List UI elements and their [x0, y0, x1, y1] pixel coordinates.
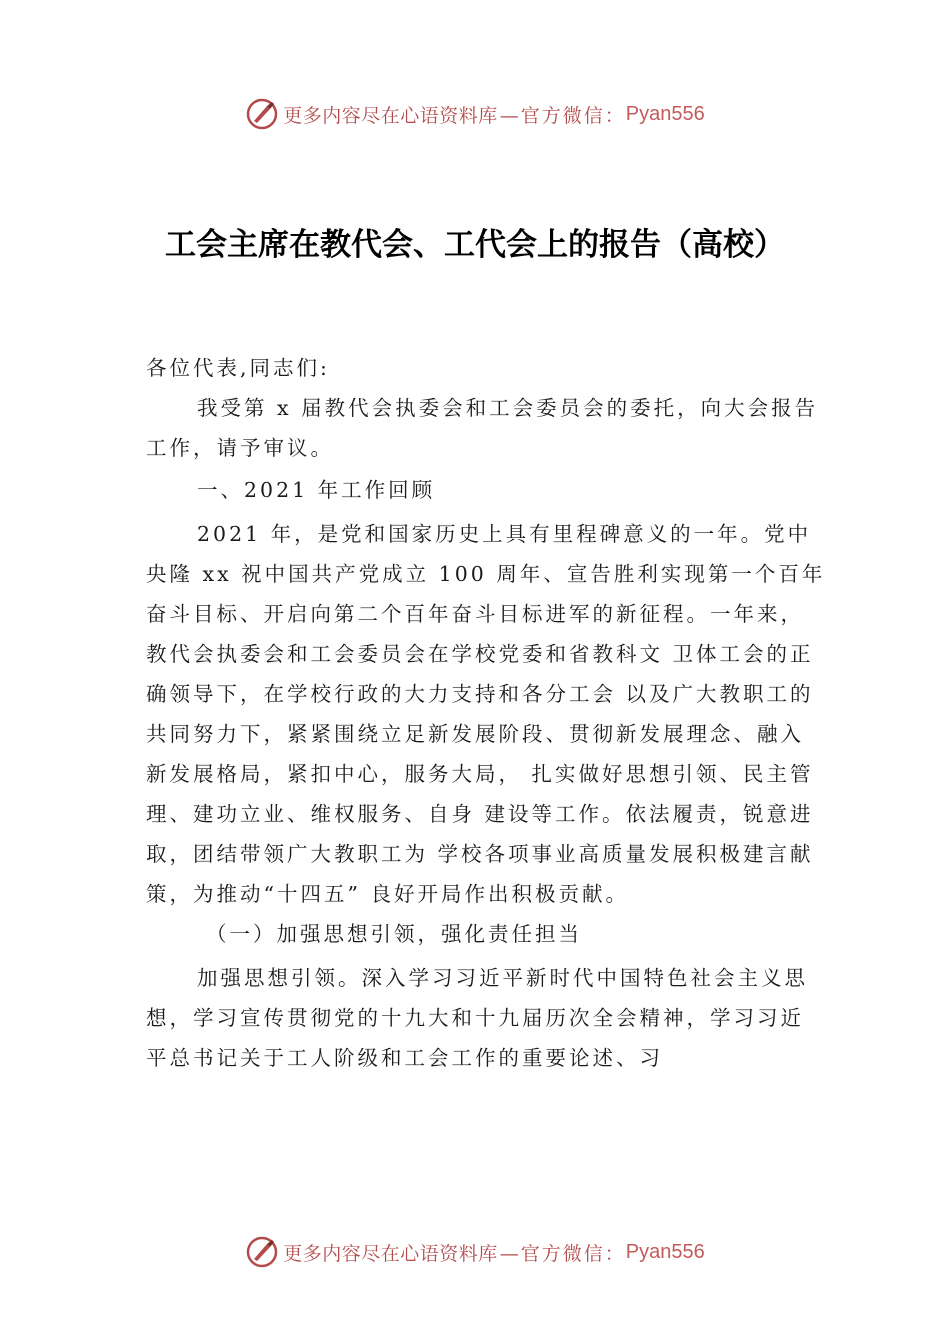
- brush-logo-icon: [245, 1235, 279, 1269]
- document-body: [146, 348, 826, 1078]
- document-title: 工会主席在教代会、工代会上的报告（高校）: [165, 227, 785, 263]
- watermark-id: Pyan556: [625, 102, 705, 125]
- brush-logo-icon: [245, 97, 279, 131]
- salutation: 各位代表,同志们:: [146, 356, 330, 380]
- paragraph: 加强思想引领。深入学习习近平新时代中国特色社会主义思想，学习宣传贯彻党的十九大和十九届历次全会精神，学习习近平总书记关于工人阶级和工会工作的重要论述、习: [146, 966, 808, 1070]
- header-watermark: [0, 94, 950, 134]
- paragraph: 我受第 x 届教代会执委会和工会委员会的委托，向大会报告工作，请予审议。: [146, 396, 819, 460]
- watermark-text: 更多内容尽在心语资料库: [283, 104, 498, 127]
- footer-watermark: [0, 1232, 950, 1272]
- watermark-text: 更多内容尽在心语资料库: [283, 1242, 498, 1265]
- watermark-sub: —官方微信：: [499, 104, 626, 127]
- paragraph: 2021 年，是党和国家历史上具有里程碑意义的一年。党中央隆 xx 祝中国共产党成立 100 周年、宣告胜利实现第一个百年奋斗目标、开启向第二个百年奋斗目标进军的新征程。一年来，教代会执委会和工会委员会在学校党委和省教科文 卫体工会的正确领导下，在学校行政的大力支持和各分工会 以及广大教职工的共同努力下，紧紧围绕立足新发展阶段、贯彻新发展理念、融入新发展格局，紧扣中心，服务大局， 扎实做好思想引领、民主管理、建功立业、维权服务、自身 建设等工作。依法履责，锐意进取，团结带领广大教职工为 学校各项事业高质量发展积极建言献策，为推动“十四五” 良好开局作出积极贡献。: [146, 522, 826, 906]
- subsection-heading: （一）加强思想引领，强化责任担当: [206, 922, 582, 946]
- watermark-id: Pyan556: [625, 1240, 705, 1263]
- watermark-sub: —官方微信：: [499, 1242, 626, 1265]
- section-heading: 一、2021 年工作回顾: [197, 478, 436, 502]
